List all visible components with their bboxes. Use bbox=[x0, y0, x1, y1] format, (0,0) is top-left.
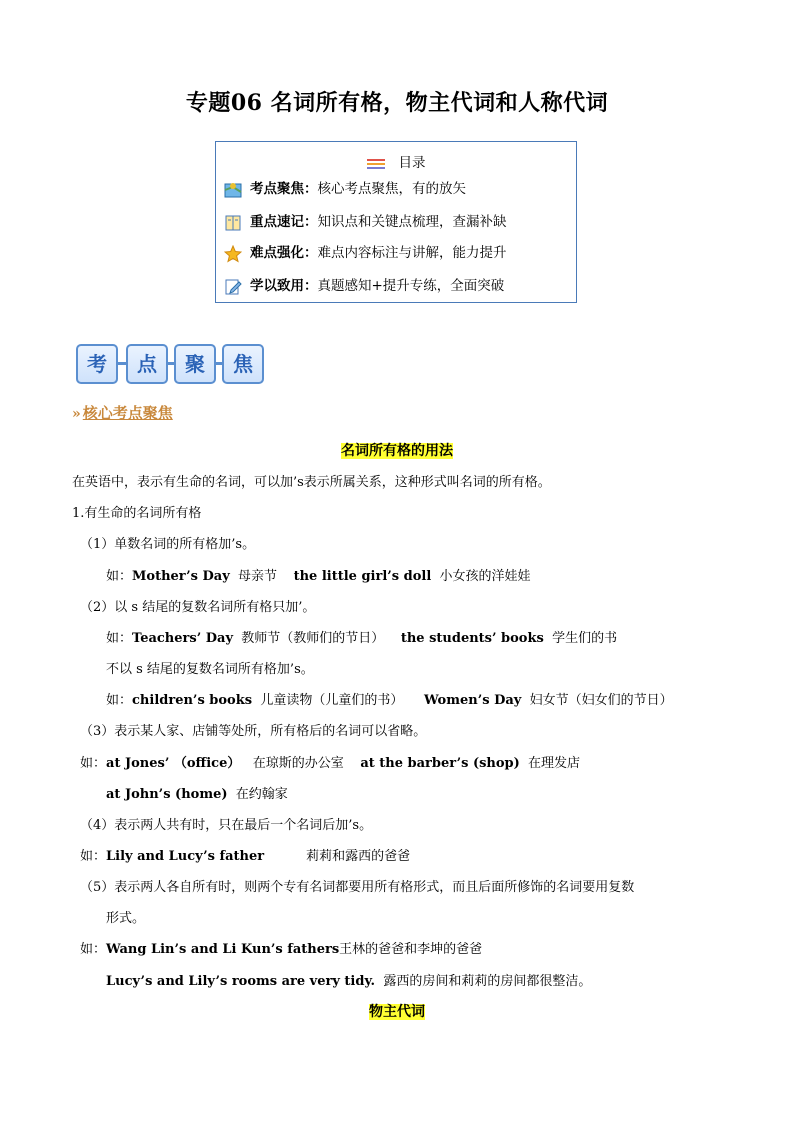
banner-tile: 焦 bbox=[222, 344, 264, 384]
book-icon bbox=[224, 214, 242, 232]
rule-2-example: 如：Teachers’ Day 教师节（教师们的节日） the students’ books 学生们的书 bbox=[106, 631, 618, 646]
rule-2: （2）以 s 结尾的复数名词所有格只加’。 bbox=[80, 600, 316, 615]
banner-tile: 聚 bbox=[174, 344, 216, 384]
toc-item-apply: 学以致用：真题感知+提升专练，全面突破 bbox=[224, 275, 504, 297]
rule-4-example: 如：Lily and Lucy’s father 莉莉和露西的爸爸 bbox=[80, 849, 411, 864]
toc-heading-text: 目录 bbox=[398, 155, 426, 171]
heading-possessive-noun: 名词所有格的用法 bbox=[341, 443, 453, 459]
star-icon bbox=[224, 245, 242, 263]
rule-5: （5）表示两人各自所有时，则两个专有名词都要用所有格形式，而且后面所修饰的名词要用复数 bbox=[80, 880, 635, 895]
map-icon bbox=[224, 181, 242, 199]
rule-3-example-2: at John’s (home) 在约翰家 bbox=[106, 787, 288, 802]
rule-3-example: 如：at Jones’ （office） 在琼斯的办公室 at the barber’s (shop) 在理发店 bbox=[80, 756, 581, 771]
section-link[interactable]: » 核心考点聚焦 bbox=[72, 404, 173, 422]
rule-1-example: 如：Mother’s Day 母亲节 the little girl’s doll 小女孩的洋娃娃 bbox=[106, 569, 531, 584]
rule-2-example-2: 如：children’s books 儿童读物（儿童们的书） Women’s Day 妇女节（妇女们的节日） bbox=[106, 693, 673, 708]
double-chevron-icon: » bbox=[72, 406, 81, 422]
rule-2-note: 不以 s 结尾的复数名词所有格加’s。 bbox=[106, 662, 314, 677]
rule-1: （1）单数名词的所有格加’s。 bbox=[80, 537, 256, 552]
intro-text: 在英语中，表示有生命的名词，可以加’s表示所属关系，这种形式叫名词的所有格。 bbox=[72, 475, 551, 490]
toc-item-hard: 难点强化：难点内容标注与讲解，能力提升 bbox=[224, 242, 507, 264]
table-of-contents bbox=[215, 141, 577, 303]
rule-5-example-2: Lucy’s and Lily’s rooms are very tidy. 露西的房间和莉莉的房间都很整洁。 bbox=[106, 974, 592, 989]
point-1: 1.有生命的名词所有格 bbox=[72, 506, 202, 521]
banner-tile: 考 bbox=[76, 344, 118, 384]
list-icon bbox=[367, 157, 385, 171]
toc-heading bbox=[216, 151, 576, 171]
rule-5-example: 如：Wang Lin’s and Li Kun’s fathers王林的爸爸和李坤的爸爸 bbox=[80, 942, 483, 957]
rule-4: （4）表示两人共有时，只在最后一个名词后加’s。 bbox=[80, 818, 373, 833]
page-title: 专题06 名词所有格，物主代词和人称代词 bbox=[185, 90, 609, 116]
toc-item-notes: 重点速记：知识点和关键点梳理，查漏补缺 bbox=[224, 211, 507, 233]
edit-icon bbox=[224, 278, 242, 296]
banner-tile: 点 bbox=[126, 344, 168, 384]
heading-possessive-pronoun: 物主代词 bbox=[369, 1004, 425, 1020]
toc-item-focus: 考点聚焦：核心考点聚焦，有的放矢 bbox=[224, 178, 466, 200]
rule-5-cont: 形式。 bbox=[106, 911, 146, 926]
rule-3: （3）表示某人家、店铺等处所，所有格后的名词可以省略。 bbox=[80, 724, 427, 739]
